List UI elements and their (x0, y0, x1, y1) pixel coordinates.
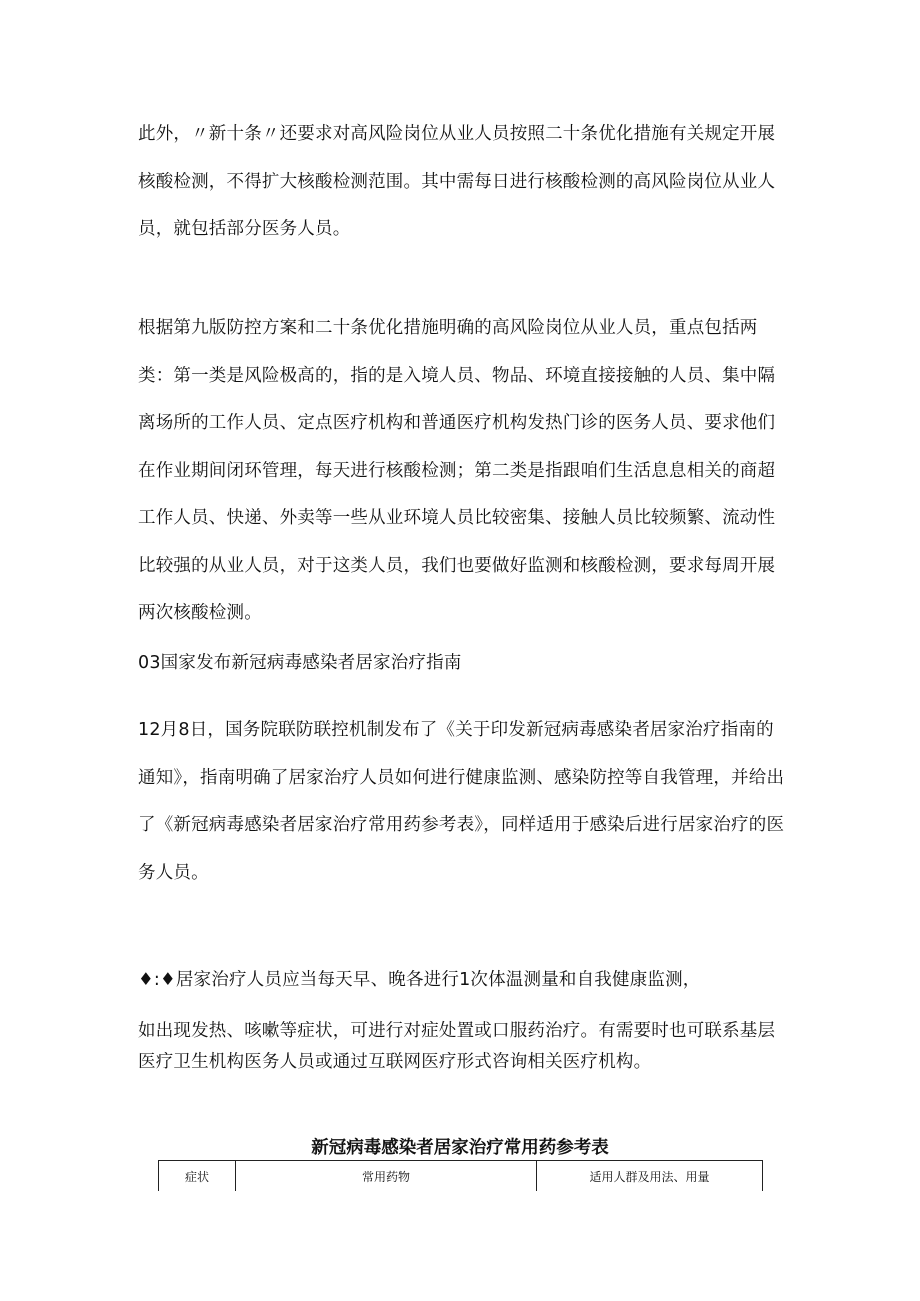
paragraph-high-risk-categories: 根据第九版防控方案和二十条优化措施明确的高风险岗位从业人员，重点包括两类：第一类是风险极高的，指的是入境人员、物品、环境直接接触的人员、集中隔离场所的工作人员、定点医疗机构和普通医疗机构发热门诊的医务人员、要求他们在作业期间闭环管理，每天进行核酸检测；第二类是指跟咱们生活息息相关的商超工作人员、快递、外卖等一些从业环境人员比较密集、接触人员比较频繁、流动性比较强的从业人员，对于这类人员，我们也要做好监测和核酸检测，要求每周开展两次核酸检测。 (138, 318, 776, 623)
header-common-drugs: 常用药物 (236, 1161, 537, 1192)
header-usage-dosage: 适用人群及用法、用量 (537, 1161, 763, 1192)
medication-reference-table (158, 1160, 763, 1191)
section-heading-home-treatment-guide: 03国家发布新冠病毒感染者居家治疗指南 (138, 653, 462, 673)
table-title: 新冠病毒感染者居家治疗常用药参考表 (311, 1138, 609, 1158)
header-symptom: 症状 (159, 1161, 236, 1192)
bullet-temperature-monitoring: ♦:♦居家治疗人员应当每天早、晚各进行1次体温测量和自我健康监测， (138, 970, 701, 990)
paragraph-symptom-handling: 如出现发热、咳嗽等症状，可进行对症处置或口服药治疗。有需要时也可联系基层医疗卫生机构医务人员或通过互联网医疗形式咨询相关医疗机构。 (138, 1021, 776, 1072)
paragraph-high-risk-testing: 此外，〃新十条〃还要求对高风险岗位从业人员按照二十条优化措施有关规定开展核酸检测，不得扩大核酸检测范围。其中需每日进行核酸检测的高风险岗位从业人员，就包括部分医务人员。 (138, 124, 776, 239)
table-header-row (159, 1161, 763, 1192)
paragraph-guide-release: 12月8日，国务院联防联控机制发布了《关于印发新冠病毒感染者居家治疗指南的通知》，指南明确了居家治疗人员如何进行健康监测、感染防控等自我管理，并给出了《新冠病毒感染者居家治疗常用药参考表》，同样适用于感染后进行居家治疗的医务人员。 (138, 720, 785, 883)
